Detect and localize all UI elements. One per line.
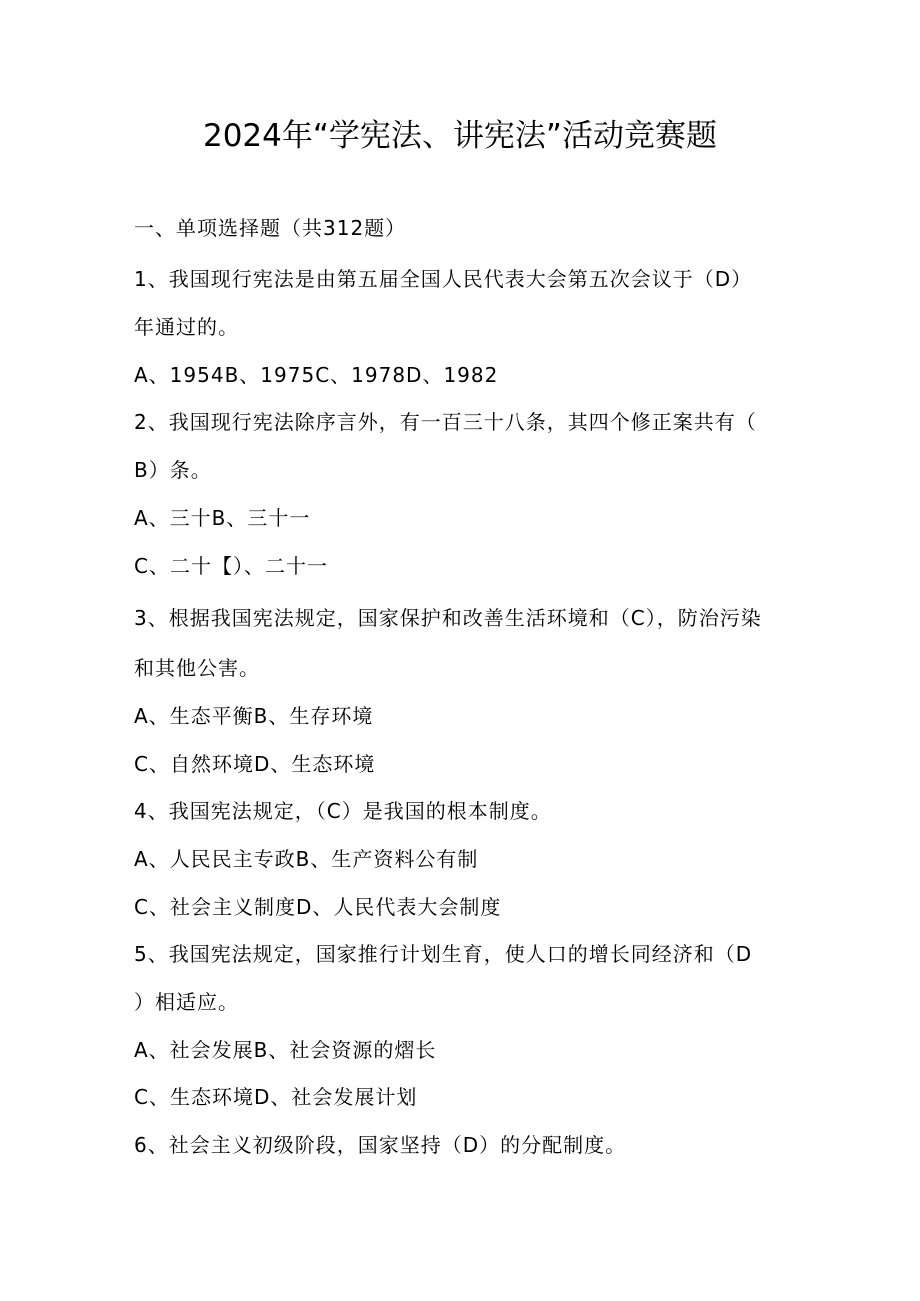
question-2-options-cd: C、二十【）、二十一: [134, 554, 328, 578]
question-3-text: 3、根据我国宪法规定，国家保护和改善生活环境和（C），防治污染: [134, 606, 762, 630]
question-2-text-cont: B）条。: [134, 458, 212, 482]
question-6-text: 6、社会主义初级阶段，国家坚持（D）的分配制度。: [134, 1133, 627, 1157]
question-1-options: A、1954B、1975C、1978D、1982: [134, 363, 499, 387]
question-2-options-ab: A、三十B、三十一: [134, 506, 311, 530]
question-4-text: 4、我国宪法规定，（C）是我国的根本制度。: [134, 799, 552, 823]
question-5-text: 5、我国宪法规定，国家推行计划生育，使人口的增长同经济和（D: [134, 942, 753, 966]
question-3-text-cont: 和其他公害。: [134, 656, 260, 680]
question-5-options-ab: A、社会发展B、社会资源的熠长: [134, 1038, 437, 1062]
section-heading: 一、单项选择题（共312题）: [134, 216, 407, 240]
question-1-text-cont: 年通过的。: [134, 315, 239, 339]
question-3-options-cd: C、自然环境D、生态环境: [134, 752, 376, 776]
question-4-options-ab: A、人民民主专政B、生产资料公有制: [134, 847, 479, 871]
question-2-text: 2、我国现行宪法除序言外，有一百三十八条，其四个修正案共有（: [134, 410, 757, 434]
question-1-text: 1、我国现行宪法是由第五届全国人民代表大会第五次会议于（D）: [134, 267, 753, 291]
question-3-options-ab: A、生态平衡B、生存环境: [134, 704, 374, 728]
question-4-options-cd: C、社会主义制度D、人民代表大会制度: [134, 895, 502, 919]
question-5-text-cont: ）相适应。: [134, 990, 239, 1014]
document-title: 2024年“学宪法、讲宪法”活动竞赛题: [202, 118, 717, 154]
question-5-options-cd: C、生态环境D、社会发展计划: [134, 1085, 418, 1109]
